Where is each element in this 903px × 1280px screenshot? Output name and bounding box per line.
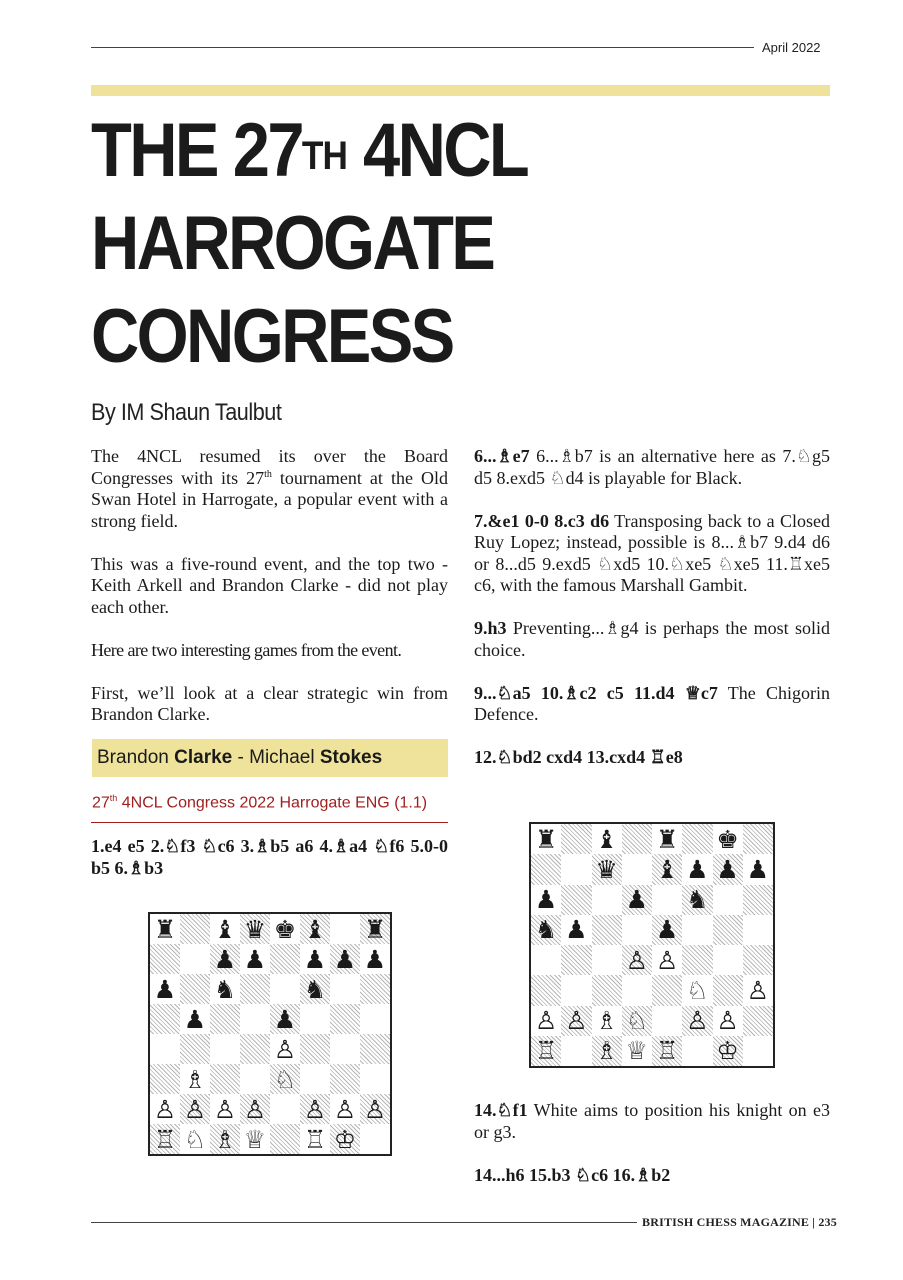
- square-f3: [682, 975, 712, 1005]
- left-paragraph-2: This was a five-round event, and the top two - Keith Arkell and Brandon Clarke - did not play each other.: [91, 553, 448, 617]
- chess-piece-icon: ♟: [213, 944, 237, 974]
- square-e5: [652, 915, 682, 945]
- square-c5: [210, 1004, 240, 1034]
- square-f8: [300, 914, 330, 944]
- chess-piece-icon: ♙: [716, 1006, 739, 1036]
- square-e2: [652, 1006, 682, 1036]
- chess-piece-icon: ♝: [303, 914, 327, 944]
- right-paragraph-2: [474, 511, 830, 597]
- right-p1-text: 6...♗b7 is an alternative here as 7.♘g5 d5 8.exd5 ♘d4 is playable for Black.: [474, 446, 830, 488]
- footer-rule: [91, 1222, 637, 1223]
- black-last-name: Stokes: [319, 747, 383, 768]
- chess-piece-icon: ♜: [534, 824, 558, 854]
- white-last-name: Clarke: [174, 747, 233, 768]
- square-d2: [240, 1094, 270, 1124]
- chess-piece-icon: ♙: [565, 1006, 588, 1036]
- right-paragraph-6: [474, 1100, 830, 1143]
- square-b5: [180, 1004, 210, 1034]
- square-b7: [561, 854, 591, 884]
- chess-piece-icon: ♗: [213, 1124, 237, 1154]
- left-p1-a: The 4NCL resumed its over the Board Congresses with its 27: [91, 446, 448, 488]
- chess-piece-icon: ♟: [686, 854, 709, 884]
- players-separator: -: [232, 747, 250, 768]
- square-c4: [210, 1034, 240, 1064]
- chess-piece-icon: ♗: [183, 1064, 207, 1094]
- chess-piece-icon: ♟: [273, 1004, 297, 1034]
- event-sup: th: [109, 793, 118, 803]
- square-d1: [240, 1124, 270, 1154]
- square-c1: [210, 1124, 240, 1154]
- square-g3: [713, 975, 743, 1005]
- chess-piece-icon: ♔: [716, 1036, 739, 1066]
- title-line3: CONGRESS: [91, 294, 453, 379]
- right-p1-bold: 6...♗e7: [474, 446, 530, 466]
- square-g8: [713, 824, 743, 854]
- square-g5: [330, 1004, 360, 1034]
- square-g2: [713, 1006, 743, 1036]
- square-f5: [300, 1004, 330, 1034]
- square-e8: [270, 914, 300, 944]
- right-p7-bold: 14...h6 15.b3 ♘c6 16.♗b2: [474, 1164, 671, 1185]
- square-b1: [561, 1036, 591, 1066]
- chess-piece-icon: ♙: [363, 1094, 387, 1124]
- right-paragraph-4: [474, 683, 830, 726]
- chess-piece-icon: ♞: [213, 974, 237, 1004]
- square-d4: [240, 1034, 270, 1064]
- square-a6: [531, 885, 561, 915]
- right-column-top: [474, 446, 830, 790]
- right-column-bottom: [474, 1100, 830, 1208]
- square-f1: [300, 1124, 330, 1154]
- square-e3: [270, 1064, 300, 1094]
- square-h6: [360, 974, 390, 1004]
- byline: By IM Shaun Taulbut: [91, 399, 282, 426]
- square-e6: [270, 974, 300, 1004]
- right-p2-text: Transposing back to a Closed Ruy Lopez; instead, possible is 8...♗b7 9.d4 d6 or 8...d5 9.exd5 ♘xd5 10.♘xe5 ♘xe5 11.♖xe5 c6, with the famous Marshall Gambit.: [474, 510, 830, 595]
- chess-piece-icon: ♜: [153, 914, 177, 944]
- chess-piece-icon: ♖: [655, 1036, 679, 1066]
- square-a3: [531, 975, 561, 1005]
- chess-piece-icon: ♖: [153, 1124, 177, 1154]
- opening-moves: [91, 836, 448, 901]
- square-d3: [622, 975, 652, 1005]
- square-g7: [330, 944, 360, 974]
- square-e3: [652, 975, 682, 1005]
- left-paragraph-3: Here are two interesting games from the event.: [91, 639, 402, 660]
- chess-piece-icon: ♟: [183, 1004, 207, 1034]
- square-b3: [561, 975, 591, 1005]
- square-h3: [743, 975, 773, 1005]
- square-h4: [360, 1034, 390, 1064]
- square-h3: [360, 1064, 390, 1094]
- right-paragraph-3: [474, 618, 830, 661]
- chess-piece-icon: ♟: [303, 944, 327, 974]
- square-g4: [713, 945, 743, 975]
- square-b6: [561, 885, 591, 915]
- square-g2: [330, 1094, 360, 1124]
- event-a: 27: [92, 794, 110, 812]
- chess-piece-icon: ♙: [213, 1094, 237, 1124]
- right-p6-text: White aims to position his knight on e3 or g3.: [474, 1100, 830, 1142]
- square-f5: [682, 915, 712, 945]
- white-first-name: Brandon: [97, 747, 175, 768]
- chess-piece-icon: ♟: [243, 944, 267, 974]
- square-d3: [240, 1064, 270, 1094]
- chess-piece-icon: ♝: [655, 854, 679, 884]
- chess-piece-icon: ♙: [625, 945, 649, 975]
- square-a1: [150, 1124, 180, 1154]
- square-a8: [531, 824, 561, 854]
- footer: [642, 1215, 837, 1230]
- square-a7: [531, 854, 561, 884]
- square-h8: [743, 824, 773, 854]
- square-g4: [330, 1034, 360, 1064]
- square-b8: [561, 824, 591, 854]
- chess-piece-icon: ♟: [363, 944, 387, 974]
- right-p2-bold: 7.&e1 0-0 8.c3 d6: [474, 510, 610, 531]
- title-line2: HARROGATE: [91, 201, 494, 286]
- chess-piece-icon: ♖: [534, 1036, 558, 1066]
- square-d6: [240, 974, 270, 1004]
- chess-piece-icon: ♙: [333, 1094, 357, 1124]
- square-c7: [210, 944, 240, 974]
- square-c1: [592, 1036, 622, 1066]
- chess-piece-icon: ♙: [153, 1094, 177, 1124]
- square-a6: [150, 974, 180, 1004]
- square-f7: [682, 854, 712, 884]
- chess-piece-icon: ♚: [716, 824, 739, 854]
- chess-piece-icon: ♕: [243, 1124, 267, 1154]
- square-h4: [743, 945, 773, 975]
- chess-piece-icon: ♘: [625, 1006, 649, 1036]
- square-e1: [270, 1124, 300, 1154]
- chess-piece-icon: ♟: [153, 974, 177, 1004]
- chess-piece-icon: ♞: [686, 885, 709, 915]
- square-c3: [592, 975, 622, 1005]
- event-b: 4NCL Congress 2022 Harrogate ENG (1.1): [117, 794, 428, 812]
- square-g3: [330, 1064, 360, 1094]
- square-a4: [150, 1034, 180, 1064]
- square-a8: [150, 914, 180, 944]
- square-c3: [210, 1064, 240, 1094]
- square-b3: [180, 1064, 210, 1094]
- square-c2: [210, 1094, 240, 1124]
- square-c8: [210, 914, 240, 944]
- square-a4: [531, 945, 561, 975]
- chess-piece-icon: ♟: [565, 915, 588, 945]
- chess-piece-icon: ♟: [655, 915, 679, 945]
- chess-piece-icon: ♙: [655, 945, 679, 975]
- chess-piece-icon: ♟: [746, 854, 770, 884]
- chess-piece-icon: ♞: [303, 974, 327, 1004]
- square-c7: [592, 854, 622, 884]
- title-line1-sup: TH: [301, 134, 348, 178]
- chess-piece-icon: ♙: [183, 1094, 207, 1124]
- square-f1: [682, 1036, 712, 1066]
- square-f8: [682, 824, 712, 854]
- square-f2: [682, 1006, 712, 1036]
- black-first-name: Michael: [249, 747, 320, 768]
- footer-separator: |: [809, 1215, 819, 1229]
- square-h5: [360, 1004, 390, 1034]
- right-p4-bold: 9...♘a5 10.♗c2 c5 11.d4 ♕c7: [474, 682, 718, 703]
- square-g1: [330, 1124, 360, 1154]
- opening-moves-text: 1.e4 e5 2.♘f3 ♘c6 3.♗b5 a6 4.♗a4 ♘f6 5.0-0 b5 6.♗b3: [91, 836, 448, 878]
- square-b1: [180, 1124, 210, 1154]
- square-c8: [592, 824, 622, 854]
- chess-diagram-2: [529, 822, 775, 1068]
- square-a5: [150, 1004, 180, 1034]
- chess-piece-icon: ♗: [595, 1036, 618, 1066]
- chess-piece-icon: ♟: [716, 854, 739, 884]
- square-g6: [713, 885, 743, 915]
- right-p6-bold: 14.♘f1: [474, 1100, 528, 1120]
- square-c6: [210, 974, 240, 1004]
- chess-piece-icon: ♕: [625, 1036, 649, 1066]
- chess-piece-icon: ♜: [363, 914, 387, 944]
- square-e7: [652, 854, 682, 884]
- square-h7: [743, 854, 773, 884]
- square-b4: [561, 945, 591, 975]
- square-b7: [180, 944, 210, 974]
- header-rule: [91, 47, 754, 48]
- square-a7: [150, 944, 180, 974]
- left-paragraph-1: [91, 446, 448, 532]
- chess-piece-icon: ♔: [333, 1124, 357, 1154]
- square-e2: [270, 1094, 300, 1124]
- square-b6: [180, 974, 210, 1004]
- right-paragraph-7: [474, 1165, 830, 1187]
- square-d7: [622, 854, 652, 884]
- square-a1: [531, 1036, 561, 1066]
- square-a5: [531, 915, 561, 945]
- chess-piece-icon: ♙: [273, 1034, 297, 1064]
- chess-piece-icon: ♛: [243, 914, 267, 944]
- chess-piece-icon: ♟: [534, 885, 558, 915]
- square-h8: [360, 914, 390, 944]
- chess-piece-icon: ♜: [655, 824, 679, 854]
- square-d8: [622, 824, 652, 854]
- square-d5: [240, 1004, 270, 1034]
- square-f4: [300, 1034, 330, 1064]
- title-accent-bar: [91, 85, 830, 96]
- square-f6: [300, 974, 330, 1004]
- square-h2: [743, 1006, 773, 1036]
- square-f4: [682, 945, 712, 975]
- right-p3-text: Preventing...♗g4 is perhaps the most solid choice.: [474, 618, 830, 660]
- footer-magazine: BRITISH CHESS MAGAZINE: [642, 1215, 810, 1229]
- square-f6: [682, 885, 712, 915]
- square-d5: [622, 915, 652, 945]
- title-line1-a: THE 27: [91, 108, 302, 193]
- square-e5: [270, 1004, 300, 1034]
- chess-piece-icon: ♟: [333, 944, 357, 974]
- square-g5: [713, 915, 743, 945]
- left-p1-b: tournament at the Old Swan Hotel in Harrogate, a popular event with a strong field.: [91, 467, 448, 531]
- square-g6: [330, 974, 360, 1004]
- square-b2: [180, 1094, 210, 1124]
- square-a3: [150, 1064, 180, 1094]
- chess-diagram-1: [148, 912, 392, 1156]
- page-number: 235: [818, 1215, 837, 1229]
- square-e6: [652, 885, 682, 915]
- square-e8: [652, 824, 682, 854]
- square-e4: [652, 945, 682, 975]
- chess-piece-icon: ♞: [534, 915, 558, 945]
- square-h5: [743, 915, 773, 945]
- square-g8: [330, 914, 360, 944]
- square-c4: [592, 945, 622, 975]
- square-c5: [592, 915, 622, 945]
- right-p4-text: The Chigorin Defence.: [474, 682, 830, 724]
- square-d4: [622, 945, 652, 975]
- square-e1: [652, 1036, 682, 1066]
- chess-piece-icon: ♙: [243, 1094, 267, 1124]
- chess-piece-icon: ♚: [273, 914, 297, 944]
- square-d7: [240, 944, 270, 974]
- square-d2: [622, 1006, 652, 1036]
- square-b2: [561, 1006, 591, 1036]
- chess-piece-icon: ♗: [595, 1006, 618, 1036]
- chess-piece-icon: ♙: [534, 1006, 558, 1036]
- left-p1-sup: th: [264, 468, 272, 480]
- left-paragraph-4: First, we’ll look at a clear strategic win from Brandon Clarke.: [91, 682, 448, 724]
- chess-piece-icon: ♟: [625, 885, 649, 915]
- title-line1-b: 4NCL: [347, 108, 528, 193]
- square-f7: [300, 944, 330, 974]
- square-f3: [300, 1064, 330, 1094]
- article-title: [91, 104, 707, 383]
- square-d6: [622, 885, 652, 915]
- square-h1: [743, 1036, 773, 1066]
- right-p3-bold: 9.h3: [474, 618, 507, 638]
- game-players-box: [92, 739, 448, 777]
- square-d1: [622, 1036, 652, 1066]
- chess-piece-icon: ♙: [303, 1094, 327, 1124]
- chess-piece-icon: ♘: [273, 1064, 297, 1094]
- square-b8: [180, 914, 210, 944]
- right-paragraph-1: [474, 446, 830, 489]
- square-g7: [713, 854, 743, 884]
- left-column: [91, 446, 448, 747]
- chess-piece-icon: ♘: [183, 1124, 207, 1154]
- square-a2: [150, 1094, 180, 1124]
- square-d8: [240, 914, 270, 944]
- square-h2: [360, 1094, 390, 1124]
- chess-piece-icon: ♝: [213, 914, 237, 944]
- right-p5-bold: 12.♘bd2 cxd4 13.cxd4 ♖e8: [474, 747, 683, 767]
- square-h6: [743, 885, 773, 915]
- event-rule: [91, 822, 448, 823]
- square-h7: [360, 944, 390, 974]
- chess-piece-icon: ♙: [686, 1006, 709, 1036]
- square-e7: [270, 944, 300, 974]
- square-e4: [270, 1034, 300, 1064]
- square-a2: [531, 1006, 561, 1036]
- right-paragraph-5: [474, 747, 830, 769]
- game-event: [92, 793, 427, 812]
- square-b5: [561, 915, 591, 945]
- square-b4: [180, 1034, 210, 1064]
- chess-piece-icon: ♙: [746, 975, 770, 1005]
- chess-piece-icon: ♝: [595, 824, 618, 854]
- square-f2: [300, 1094, 330, 1124]
- chess-piece-icon: ♛: [595, 854, 618, 884]
- square-g1: [713, 1036, 743, 1066]
- square-h1: [360, 1124, 390, 1154]
- square-c6: [592, 885, 622, 915]
- square-c2: [592, 1006, 622, 1036]
- issue-date: April 2022: [762, 40, 821, 55]
- chess-piece-icon: ♘: [686, 975, 709, 1005]
- chess-piece-icon: ♖: [303, 1124, 327, 1154]
